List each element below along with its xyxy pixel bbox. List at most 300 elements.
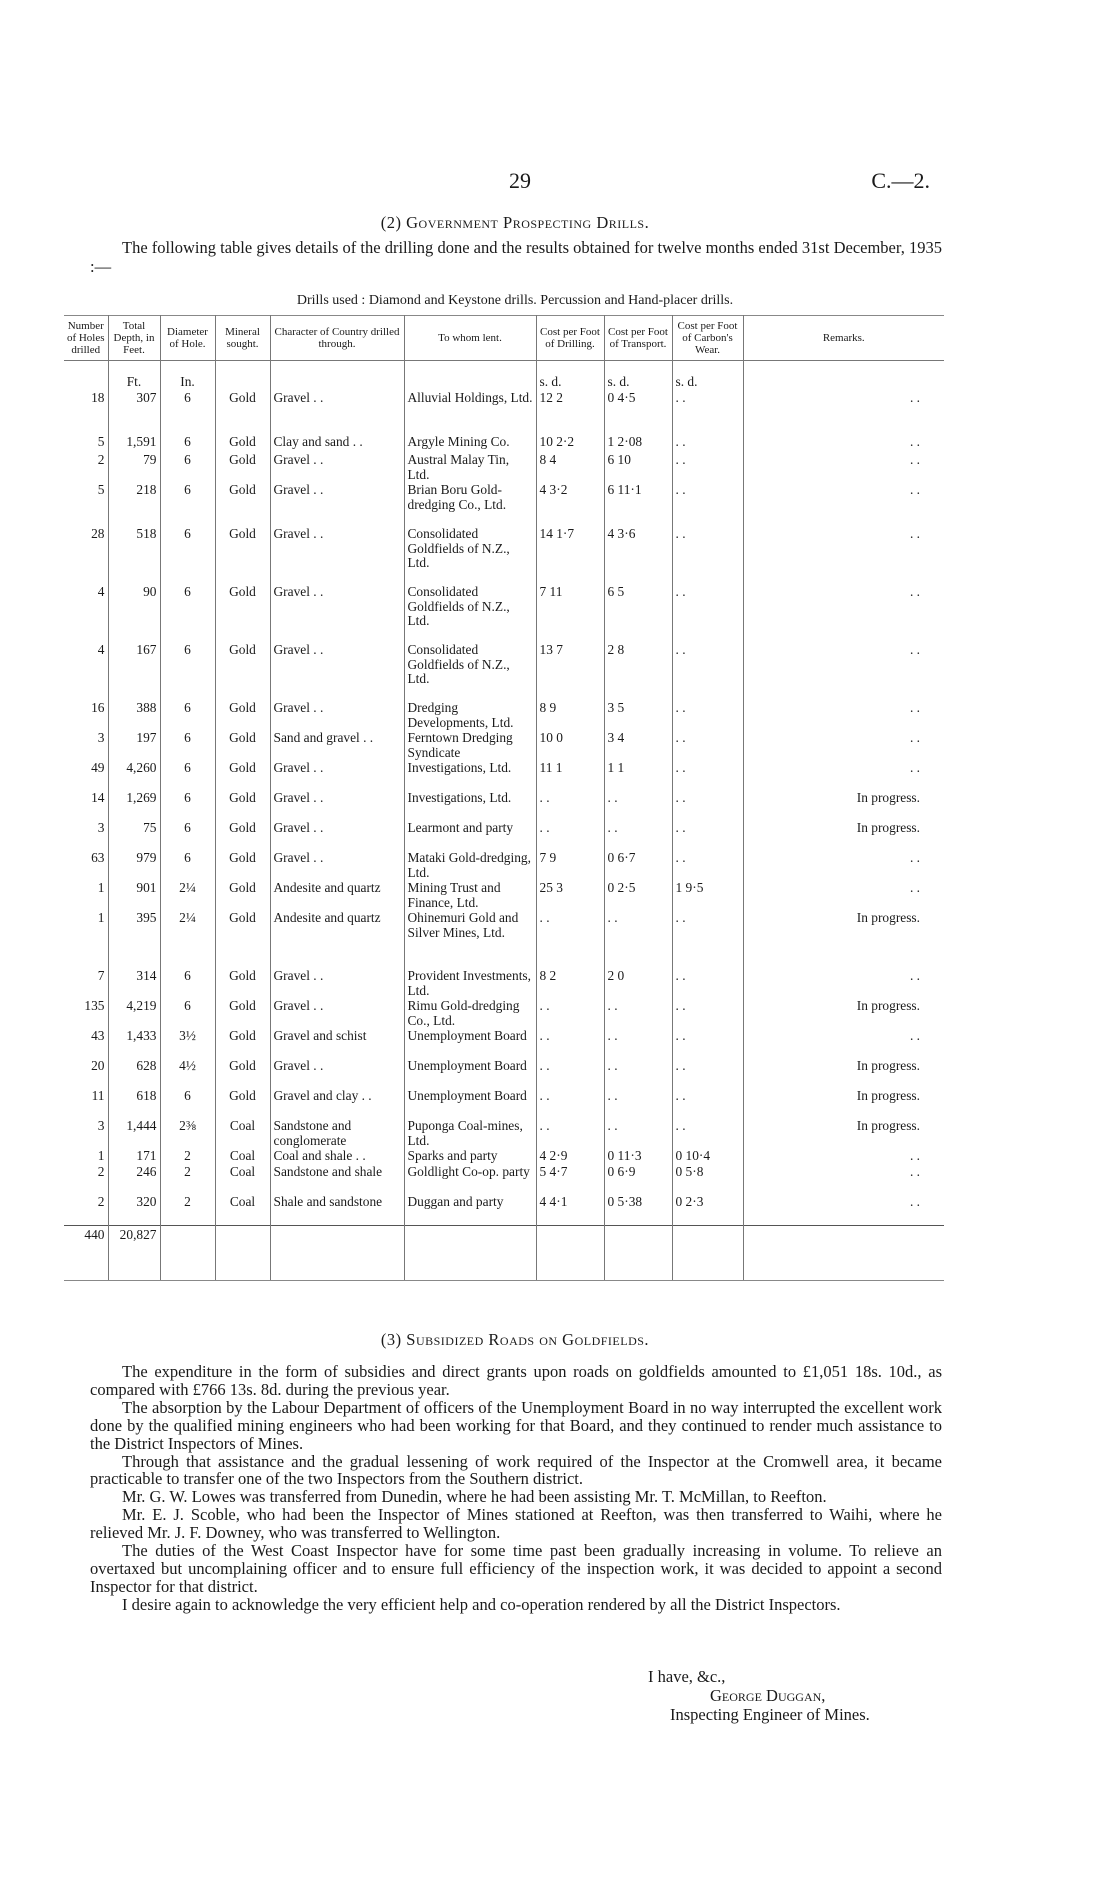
table-cell: Sand and gravel . .: [270, 731, 404, 761]
table-cell: Gravel . .: [270, 761, 404, 791]
table-cell: 6: [160, 527, 215, 585]
table-cell: 6: [160, 999, 215, 1029]
col-header: Diameter of Hole.: [160, 316, 215, 361]
table-cell: [404, 1268, 536, 1281]
table-cell: . .: [672, 1029, 743, 1059]
totals-cell: [270, 1225, 404, 1268]
table-cell: [160, 1268, 215, 1281]
table-cell: 618: [108, 1089, 160, 1119]
table-cell: 388: [108, 701, 160, 731]
table-cell: 6: [160, 643, 215, 701]
table-cell: Gravel and schist: [270, 1029, 404, 1059]
table-cell: Gold: [215, 911, 270, 969]
table-cell: 1 2·08: [604, 435, 672, 453]
table-cell: 171: [108, 1149, 160, 1165]
table-cell: 4,260: [108, 761, 160, 791]
unit-label: s. d.: [672, 361, 743, 392]
table-row: [64, 527, 944, 585]
table-cell: 1: [64, 911, 108, 969]
table-cell: Mataki Gold-dredging, Ltd.: [404, 851, 536, 881]
table-cell: [108, 1268, 160, 1281]
signatory-name: George Duggan,: [710, 1686, 826, 1705]
paragraph: Mr. E. J. Scoble, who had been the Inspector of Mines stationed at Reefton, was then transferred to Waihi, where he relieved Mr. J. F. Downey, who was transferred to Wellington.: [90, 1505, 942, 1543]
table-cell: Gravel . .: [270, 1059, 404, 1089]
table-cell: . .: [909, 390, 920, 405]
table-row: [64, 821, 944, 851]
table-cell: In progress.: [856, 1118, 920, 1133]
totals-cell: [404, 1225, 536, 1268]
table-cell: . .: [909, 730, 920, 745]
table-cell: In progress.: [856, 790, 920, 805]
table-cell: Ferntown Dredging Syndicate: [404, 731, 536, 761]
table-cell: Gravel . .: [270, 585, 404, 643]
table-cell: . .: [672, 701, 743, 731]
table-cell: . .: [909, 482, 920, 497]
table-cell: . .: [672, 527, 743, 585]
table-cell: Gold: [215, 791, 270, 821]
table-cell: 7 11: [536, 585, 604, 643]
table-cell: Gold: [215, 585, 270, 643]
drills-used-line: Drills used : Diamond and Keystone drills. Percussion and Hand-placer drills.: [296, 293, 734, 308]
table-cell: Dredging Developments, Ltd.: [404, 701, 536, 731]
table-row: [64, 851, 944, 881]
table-cell: Unemployment Board: [404, 1029, 536, 1059]
table-cell: In progress.: [856, 820, 920, 835]
page-number: 29: [509, 168, 531, 193]
table-cell: 0 11·3: [604, 1149, 672, 1165]
table-header-row: [64, 316, 944, 361]
table-cell: Gold: [215, 999, 270, 1029]
table-cell: . .: [909, 1148, 920, 1163]
table-cell: Provident Investments, Ltd.: [404, 969, 536, 999]
totals-cell: 20,827: [108, 1225, 160, 1268]
table-cell: In progress.: [856, 1088, 920, 1103]
table-cell: 320: [108, 1195, 160, 1225]
table-cell: 2 0: [604, 969, 672, 999]
table-row: [64, 483, 944, 527]
paragraph: The expenditure in the form of subsidies and direct grants upon roads on goldfields amounted to £1,051 18s. 10d., as compared with £766 13s. 8d. during the previous year.: [90, 1362, 942, 1399]
table-cell: . .: [672, 731, 743, 761]
table-cell: 75: [108, 821, 160, 851]
table-cell: . .: [604, 1059, 672, 1089]
table-cell: [604, 1268, 672, 1281]
paragraph: Mr. G. W. Lowes was transferred from Dunedin, where he had been assisting Mr. T. McMillan, to Reefton.: [122, 1487, 827, 1507]
table-cell: 1,269: [108, 791, 160, 821]
table-cell: . .: [536, 821, 604, 851]
table-cell: . .: [909, 850, 920, 865]
section-3-body: [90, 1363, 942, 1614]
signatory-title: Inspecting Engineer of Mines.: [670, 1705, 870, 1724]
table-cell: 628: [108, 1059, 160, 1089]
table-row: [64, 1059, 944, 1089]
table-row: [64, 1119, 944, 1149]
table-cell: Coal: [215, 1119, 270, 1149]
col-header: Mineral sought.: [215, 316, 270, 361]
totals-cell: [672, 1225, 743, 1268]
table-cell: . .: [672, 851, 743, 881]
totals-cell: [536, 1225, 604, 1268]
table-cell: Brian Boru Gold-dredging Co., Ltd.: [404, 483, 536, 527]
table-row: [64, 1165, 944, 1195]
table-cell: Gold: [215, 761, 270, 791]
table-row: [64, 1089, 944, 1119]
table-cell: . .: [672, 585, 743, 643]
table-row: [64, 791, 944, 821]
table-cell: 1,433: [108, 1029, 160, 1059]
table-cell: . .: [604, 821, 672, 851]
table-cell: 6: [160, 701, 215, 731]
table-cell: Duggan and party: [404, 1195, 536, 1225]
table-cell: 979: [108, 851, 160, 881]
table-cell: 4: [64, 643, 108, 701]
table-cell: 6 5: [604, 585, 672, 643]
table-cell: 4½: [160, 1059, 215, 1089]
table-cell: . .: [604, 911, 672, 969]
table-cell: Gold: [215, 701, 270, 731]
paragraph: The absorption by the Labour Department of officers of the Unemployment Board in no way interrupted the excellent work done by the qualified mining engineers who had been working for that Board, and they continued to render much assistance to the District Inspectors of Mines.: [90, 1397, 942, 1453]
table-cell: Gold: [215, 483, 270, 527]
table-cell: Unemployment Board: [404, 1089, 536, 1119]
table-cell: Andesite and quartz: [270, 911, 404, 969]
table-cell: 6: [160, 731, 215, 761]
table-cell: 8 4: [536, 453, 604, 483]
table-cell: . .: [604, 791, 672, 821]
table-cell: Gold: [215, 881, 270, 911]
table-cell: Gravel . .: [270, 999, 404, 1029]
table-row: [64, 999, 944, 1029]
table-cell: . .: [909, 526, 920, 541]
table-cell: 4,219: [108, 999, 160, 1029]
table-cell: In progress.: [856, 998, 920, 1013]
table-cell: . .: [909, 584, 920, 599]
table-cell: 0 6·9: [604, 1165, 672, 1195]
table-cell: . .: [672, 791, 743, 821]
table-cell: 13 7: [536, 643, 604, 701]
table-cell: 11: [64, 1089, 108, 1119]
unit-label: [215, 361, 270, 392]
table-cell: Gravel . .: [270, 969, 404, 999]
table-cell: 8 9: [536, 701, 604, 731]
table-cell: . .: [672, 391, 743, 435]
table-cell: [270, 1268, 404, 1281]
table-cell: Sandstone and conglomerate: [270, 1119, 404, 1149]
table-cell: 63: [64, 851, 108, 881]
table-row: [64, 585, 944, 643]
table-cell: 14 1·7: [536, 527, 604, 585]
table-cell: 246: [108, 1165, 160, 1195]
table-cell: 218: [108, 483, 160, 527]
units-row: [64, 361, 944, 392]
table-cell: 6: [160, 761, 215, 791]
table-cell: 43: [64, 1029, 108, 1059]
table-cell: 6 10: [604, 453, 672, 483]
table-cell: Consolidated Goldfields of N.Z., Ltd.: [404, 643, 536, 701]
table-cell: 4 2·9: [536, 1149, 604, 1165]
table-cell: . .: [909, 1164, 920, 1179]
table-cell: . .: [536, 911, 604, 969]
table-cell: 8 2: [536, 969, 604, 999]
table-cell: 4: [64, 585, 108, 643]
table-cell: . .: [672, 969, 743, 999]
table-cell: 16: [64, 701, 108, 731]
unit-label: [64, 361, 108, 392]
table-row: [64, 731, 944, 761]
table-row: [64, 435, 944, 453]
table-cell: Gold: [215, 1059, 270, 1089]
table-cell: 18: [64, 391, 108, 435]
table-cell: . .: [672, 999, 743, 1029]
section-3-title: (3) Subsidized Roads on Goldfields.: [380, 1330, 650, 1349]
table-cell: 2 8: [604, 643, 672, 701]
table-cell: 5: [64, 483, 108, 527]
table-row: [64, 1029, 944, 1059]
table-cell: Goldlight Co-op. party: [404, 1165, 536, 1195]
table-cell: . .: [909, 434, 920, 449]
table-cell: Puponga Coal-mines, Ltd.: [404, 1119, 536, 1149]
table-row: [64, 881, 944, 911]
table-cell: Gold: [215, 969, 270, 999]
table-cell: 6: [160, 391, 215, 435]
table-cell: . .: [672, 643, 743, 701]
unit-label: [743, 361, 944, 392]
table-cell: 6: [160, 821, 215, 851]
table-cell: 79: [108, 453, 160, 483]
table-cell: 0 5·8: [672, 1165, 743, 1195]
table-cell: Gravel . .: [270, 453, 404, 483]
table-cell: 1: [64, 1149, 108, 1165]
table-cell: . .: [536, 791, 604, 821]
table-row: [64, 701, 944, 731]
table-cell: 3: [64, 1119, 108, 1149]
table-cell: . .: [909, 452, 920, 467]
table-cell: . .: [604, 1029, 672, 1059]
table-cell: . .: [672, 911, 743, 969]
section-2-intro: The following table gives details of the drilling done and the results obtained for twelve months ended 31st December, 1935 :—: [90, 238, 942, 276]
table-row: [64, 391, 944, 435]
table-cell: 25 3: [536, 881, 604, 911]
table-cell: 0 5·38: [604, 1195, 672, 1225]
table-cell: Mining Trust and Finance, Ltd.: [404, 881, 536, 911]
table-row: [64, 761, 944, 791]
table-cell: 1,591: [108, 435, 160, 453]
table-cell: Ohinemuri Gold and Silver Mines, Ltd.: [404, 911, 536, 969]
table-cell: 12 2: [536, 391, 604, 435]
totals-cell: [215, 1225, 270, 1268]
table-cell: 2⅜: [160, 1119, 215, 1149]
table-cell: 7 9: [536, 851, 604, 881]
table-cell: 4 3·2: [536, 483, 604, 527]
table-cell: 1: [64, 881, 108, 911]
table-cell: 7: [64, 969, 108, 999]
table-cell: Austral Malay Tin, Ltd.: [404, 453, 536, 483]
table-row: [64, 911, 944, 969]
table-cell: . .: [536, 1089, 604, 1119]
signature-block: [640, 1667, 940, 1724]
paragraph: The duties of the West Coast Inspector have for some time past been gradually increasing in volume. To relieve an overtaxed but uncomplaining officer and to ensure full efficiency of the inspection work, it was decided to appoint a second Inspector for that district.: [90, 1541, 942, 1596]
table-cell: . .: [536, 1029, 604, 1059]
table-cell: Shale and sandstone: [270, 1195, 404, 1225]
table-cell: Gravel . .: [270, 391, 404, 435]
salutation: I have, &c.,: [648, 1667, 726, 1686]
table-cell: 0 2·3: [672, 1195, 743, 1225]
table-cell: 0 10·4: [672, 1149, 743, 1165]
table-cell: Coal: [215, 1149, 270, 1165]
table-cell: 5 4·7: [536, 1165, 604, 1195]
totals-cell: [743, 1225, 944, 1268]
table-row: [64, 643, 944, 701]
table-cell: . .: [672, 453, 743, 483]
table-cell: 11 1: [536, 761, 604, 791]
table-cell: Coal: [215, 1195, 270, 1225]
table-cell: . .: [909, 700, 920, 715]
col-header: Cost per Foot of Drilling.: [536, 316, 604, 361]
table-cell: . .: [604, 999, 672, 1029]
table-cell: 901: [108, 881, 160, 911]
table-cell: 10 0: [536, 731, 604, 761]
table-cell: 518: [108, 527, 160, 585]
table-cell: [743, 1268, 944, 1281]
table-cell: 6 11·1: [604, 483, 672, 527]
table-cell: 5: [64, 435, 108, 453]
unit-label: In.: [160, 361, 215, 392]
table-cell: 20: [64, 1059, 108, 1089]
table-cell: . .: [536, 999, 604, 1029]
table-cell: Sparks and party: [404, 1149, 536, 1165]
table-cell: . .: [672, 761, 743, 791]
table-cell: Gravel . .: [270, 821, 404, 851]
table-cell: 2: [64, 453, 108, 483]
unit-label: s. d.: [536, 361, 604, 392]
totals-cell: 440: [64, 1225, 108, 1268]
table-cell: 4 3·6: [604, 527, 672, 585]
table-cell: [64, 1268, 108, 1281]
table-cell: In progress.: [856, 1058, 920, 1073]
table-cell: . .: [604, 1089, 672, 1119]
table-cell: Gravel . .: [270, 701, 404, 731]
table-cell: 314: [108, 969, 160, 999]
table-cell: 4 4·1: [536, 1195, 604, 1225]
table-cell: Learmont and party: [404, 821, 536, 851]
table-cell: Sandstone and shale: [270, 1165, 404, 1195]
table-cell: Consolidated Goldfields of N.Z., Ltd.: [404, 527, 536, 585]
table-cell: 49: [64, 761, 108, 791]
table-cell: Gold: [215, 643, 270, 701]
table-cell: Argyle Mining Co.: [404, 435, 536, 453]
table-cell: . .: [672, 483, 743, 527]
table-cell: Gold: [215, 527, 270, 585]
table-cell: . .: [909, 1028, 920, 1043]
table-cell: Alluvial Holdings, Ltd.: [404, 391, 536, 435]
table-cell: 395: [108, 911, 160, 969]
table-cell: 2¼: [160, 881, 215, 911]
table-cell: 2: [160, 1149, 215, 1165]
table-cell: 6: [160, 435, 215, 453]
col-header: Cost per Foot of Transport.: [604, 316, 672, 361]
table-row: [64, 453, 944, 483]
table-cell: Coal and shale . .: [270, 1149, 404, 1165]
table-cell: Clay and sand . .: [270, 435, 404, 453]
table-row: [64, 1149, 944, 1165]
table-cell: 6: [160, 851, 215, 881]
table-cell: Gold: [215, 1029, 270, 1059]
table-cell: . .: [909, 642, 920, 657]
table-cell: 3: [64, 731, 108, 761]
table-cell: 2: [64, 1195, 108, 1225]
paragraph: Through that assistance and the gradual lessening of work required of the Inspector at the Cromwell area, it became practicable to transfer one of the two Inspectors from the Southern district.: [90, 1451, 942, 1489]
table-cell: Coal: [215, 1165, 270, 1195]
table-cell: 197: [108, 731, 160, 761]
table-cell: 135: [64, 999, 108, 1029]
table-cell: Gravel . .: [270, 527, 404, 585]
table-cell: 2: [160, 1195, 215, 1225]
unit-label: [270, 361, 404, 392]
table-cell: Gravel and clay . .: [270, 1089, 404, 1119]
col-header: Number of Holes drilled: [64, 316, 108, 361]
table-cell: 3 5: [604, 701, 672, 731]
totals-cell: [160, 1225, 215, 1268]
table-cell: 2: [160, 1165, 215, 1195]
table-cell: Gold: [215, 391, 270, 435]
table-cell: 0 4·5: [604, 391, 672, 435]
totals-row: [64, 1225, 944, 1268]
table-cell: 6: [160, 791, 215, 821]
table-cell: 0 6·7: [604, 851, 672, 881]
table-cell: Gravel . .: [270, 851, 404, 881]
table-cell: Gold: [215, 731, 270, 761]
table-cell: 1 9·5: [672, 881, 743, 911]
table-cell: Gold: [215, 821, 270, 851]
table-cell: Consolidated Goldfields of N.Z., Ltd.: [404, 585, 536, 643]
table-cell: 2¼: [160, 911, 215, 969]
table-cell: . .: [909, 760, 920, 775]
unit-label: s. d.: [604, 361, 672, 392]
table-cell: 14: [64, 791, 108, 821]
table-cell: 1 1: [604, 761, 672, 791]
col-header: Total Depth, in Feet.: [108, 316, 160, 361]
table-cell: Gravel . .: [270, 483, 404, 527]
table-cell: 307: [108, 391, 160, 435]
table-cell: Unemployment Board: [404, 1059, 536, 1089]
table-cell: Investigations, Ltd.: [404, 761, 536, 791]
table-cell: . .: [672, 1119, 743, 1149]
table-cell: 167: [108, 643, 160, 701]
table-cell: [215, 1268, 270, 1281]
col-header: Character of Country drilled through.: [270, 316, 404, 361]
paragraph: I desire again to acknowledge the very efficient help and co-operation rendered by all the District Inspectors.: [122, 1594, 841, 1614]
table-cell: Gold: [215, 851, 270, 881]
table-cell: . .: [604, 1119, 672, 1149]
table-cell: . .: [672, 1089, 743, 1119]
unit-label: Ft.: [108, 361, 160, 392]
table-cell: [672, 1268, 743, 1281]
table-cell: 6: [160, 585, 215, 643]
table-cell: . .: [536, 1059, 604, 1089]
col-header: Cost per Foot of Carbon's Wear.: [672, 316, 743, 361]
table-cell: 10 2·2: [536, 435, 604, 453]
table-cell: Rimu Gold-dredging Co., Ltd.: [404, 999, 536, 1029]
table-cell: 28: [64, 527, 108, 585]
col-header: To whom lent.: [404, 316, 536, 361]
table-cell: 3 4: [604, 731, 672, 761]
table-cell: Andesite and quartz: [270, 881, 404, 911]
table-cell: . .: [909, 1194, 920, 1209]
table-cell: 0 2·5: [604, 881, 672, 911]
table-cell: Gold: [215, 453, 270, 483]
unit-label: [404, 361, 536, 392]
table-row: [64, 1195, 944, 1225]
table-cell: 2: [64, 1165, 108, 1195]
table-cell: In progress.: [856, 910, 920, 925]
